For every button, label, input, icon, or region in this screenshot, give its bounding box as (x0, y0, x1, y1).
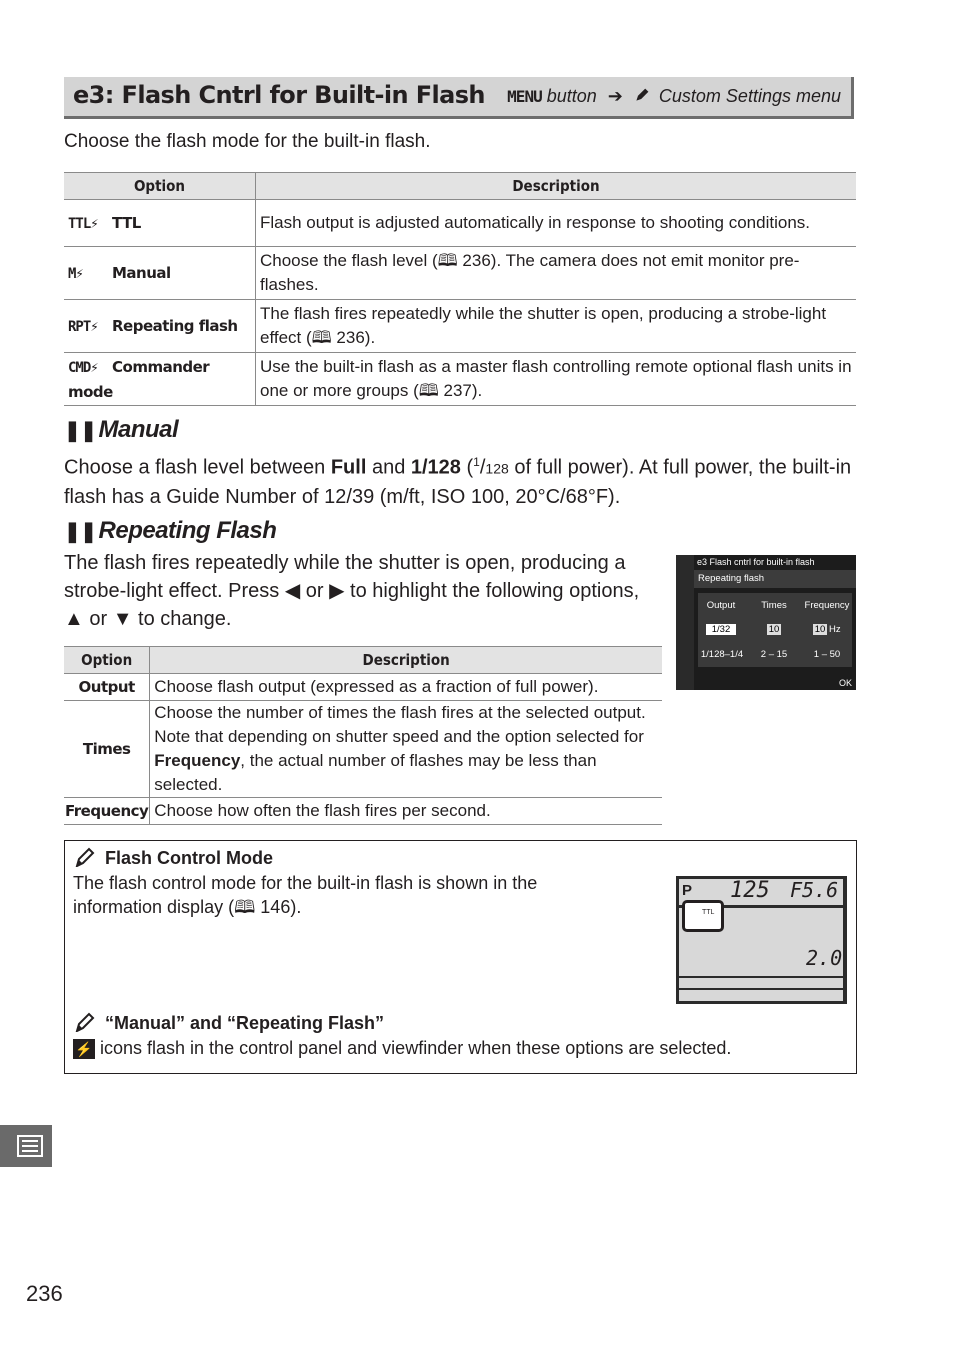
output-value: 1/32 (706, 624, 736, 635)
flash-mode-indicator: TTL (702, 909, 715, 916)
times-value: 10 (768, 624, 780, 635)
option-label: TTL (112, 213, 141, 232)
table-row (64, 200, 856, 247)
camera-menu-screenshot (676, 555, 856, 690)
option-description: Use the built-in flash as a master flash controlling remote optional flash units in one or more groups (🕮 237). (256, 353, 857, 406)
menu-path: Custom Settings menu (658, 86, 841, 106)
manual-heading (64, 416, 178, 444)
option-label: Times (64, 701, 150, 798)
table-row (64, 300, 856, 353)
info-row (679, 990, 843, 1001)
option-description: The flash fires repeatedly while the shutter is open, producing a strobe-light effect (🕮 236). (256, 300, 857, 353)
intro-text: Choose the flash mode for the built-in flash. (64, 131, 431, 152)
repeating-heading-text: Repeating Flash (98, 517, 277, 544)
text-run: ( (460, 456, 474, 479)
arrow-icon: ➔ (607, 86, 623, 106)
text-run: Full (330, 456, 367, 479)
option-label: Output (64, 674, 150, 701)
table-row (64, 247, 856, 300)
table-row (64, 674, 662, 701)
repeating-flash-icon: RPT⚡ (68, 318, 98, 335)
hz-unit: Hz (829, 624, 841, 635)
frequency-value: 10 (814, 624, 826, 635)
note-pencil-icon (75, 847, 95, 867)
column-header-option: Option (64, 647, 150, 674)
info-row (679, 978, 843, 988)
screen-title: e3 Flash cntrl for built-in flash (697, 557, 815, 567)
option-description: Choose the flash level (🕮 236). The camera does not emit monitor pre-flashes. (256, 247, 857, 300)
output-label: Output (706, 600, 736, 611)
option-label: Manual (112, 263, 171, 282)
manual-heading-text: Manual (98, 416, 179, 443)
menu-guide-tab (0, 1125, 52, 1167)
flash-mode-table (64, 172, 856, 406)
note-pencil-icon (75, 1012, 95, 1032)
text-run: 1/128 (410, 456, 461, 479)
column-header-option: Option (64, 173, 256, 200)
repeating-options-table (64, 646, 662, 825)
list-icon (0, 1125, 52, 1167)
ok-label: OK (838, 678, 852, 688)
text-run: 1 (473, 455, 480, 469)
mode-indicator: P (682, 882, 693, 899)
flash-icon: ⚡ (73, 1039, 95, 1059)
pencil-icon (634, 86, 650, 104)
text-run: 128 (485, 460, 509, 477)
times-label: Times (761, 600, 787, 611)
note-title-text: “Manual” and “Repeating Flash” (105, 1013, 385, 1033)
exposure-comp: 2.0 (806, 946, 843, 970)
breadcrumb (507, 86, 841, 107)
screen-subtitle: Repeating flash (698, 573, 765, 584)
option-description: Choose how often the flash fires per second. (150, 798, 662, 825)
text-run: / (479, 456, 486, 479)
manual-paragraph (64, 448, 856, 511)
menu-tab-strip (676, 555, 694, 690)
note-title (75, 847, 273, 869)
page-number: 236 (26, 1281, 63, 1306)
times-range: 2 – 15 (760, 649, 788, 660)
commander-flash-icon: CMD⚡ (68, 359, 98, 376)
section-marker-icon: ❚❚ (64, 420, 97, 442)
option-description (150, 701, 662, 798)
column-header-description: Description (150, 647, 662, 674)
text-run: and (366, 456, 411, 479)
frequency-range: 1 – 50 (813, 649, 841, 660)
output-range: 1/128–1/4 (700, 649, 744, 660)
option-description: Flash output is adjusted automatically in response to shooting conditions. (256, 200, 857, 247)
button-word: button (546, 86, 597, 106)
note-title-text: Flash Control Mode (105, 848, 273, 868)
page-title: e3: Flash Cntrl for Built-in Flash (73, 81, 485, 109)
section-marker-icon: ❚❚ (64, 521, 97, 543)
table-row (64, 701, 662, 798)
repeating-heading (64, 517, 276, 545)
manual-flash-icon: M⚡ (68, 265, 83, 282)
text-run: Choose a flash level between (64, 456, 331, 479)
text-run: of full power). At full power, the built-in flash has a Guide Number of 12/39 (m/ft, ISO 100, 20°C/68°F). (64, 456, 852, 508)
table-row (64, 798, 662, 825)
option-description: Choose flash output (expressed as a fraction of full power). (150, 674, 662, 701)
note-text: icons flash in the control panel and viewfinder when these options are selected. (95, 1038, 732, 1058)
frequency-label: Frequency (804, 600, 850, 611)
menu-button-label: MENU (507, 87, 542, 106)
option-label: Repeating flash (112, 316, 238, 335)
section-header (64, 77, 854, 119)
ttl-flash-icon: TTL⚡ (68, 215, 98, 232)
shutter-speed: 125 (730, 878, 770, 903)
option-label: Commander mode (68, 357, 210, 401)
note-body (73, 1036, 843, 1060)
information-display-screenshot (676, 876, 847, 1004)
aperture: F5.6 (790, 878, 839, 902)
note-body: The flash control mode for the built-in flash is shown in the information display (🕮 146). (73, 873, 538, 917)
text-run: Frequency (154, 751, 241, 770)
table-row (64, 353, 856, 406)
highlight-callout (682, 900, 724, 932)
note-title (75, 1012, 384, 1034)
option-label: Frequency (64, 798, 150, 825)
text-run: , the actual number of flashes may be less than selected. (154, 751, 597, 794)
column-header-description: Description (256, 173, 857, 200)
text-run: Choose the number of times the flash fires at the selected output. Note that depending on shutter speed and the option selected for (154, 703, 646, 746)
repeating-paragraph: The flash fires repeatedly while the shutter is open, producing a strobe-light effect. Press ◀ or ▶ to highlight the following options, ▲ or ▼ to change. (64, 552, 640, 630)
